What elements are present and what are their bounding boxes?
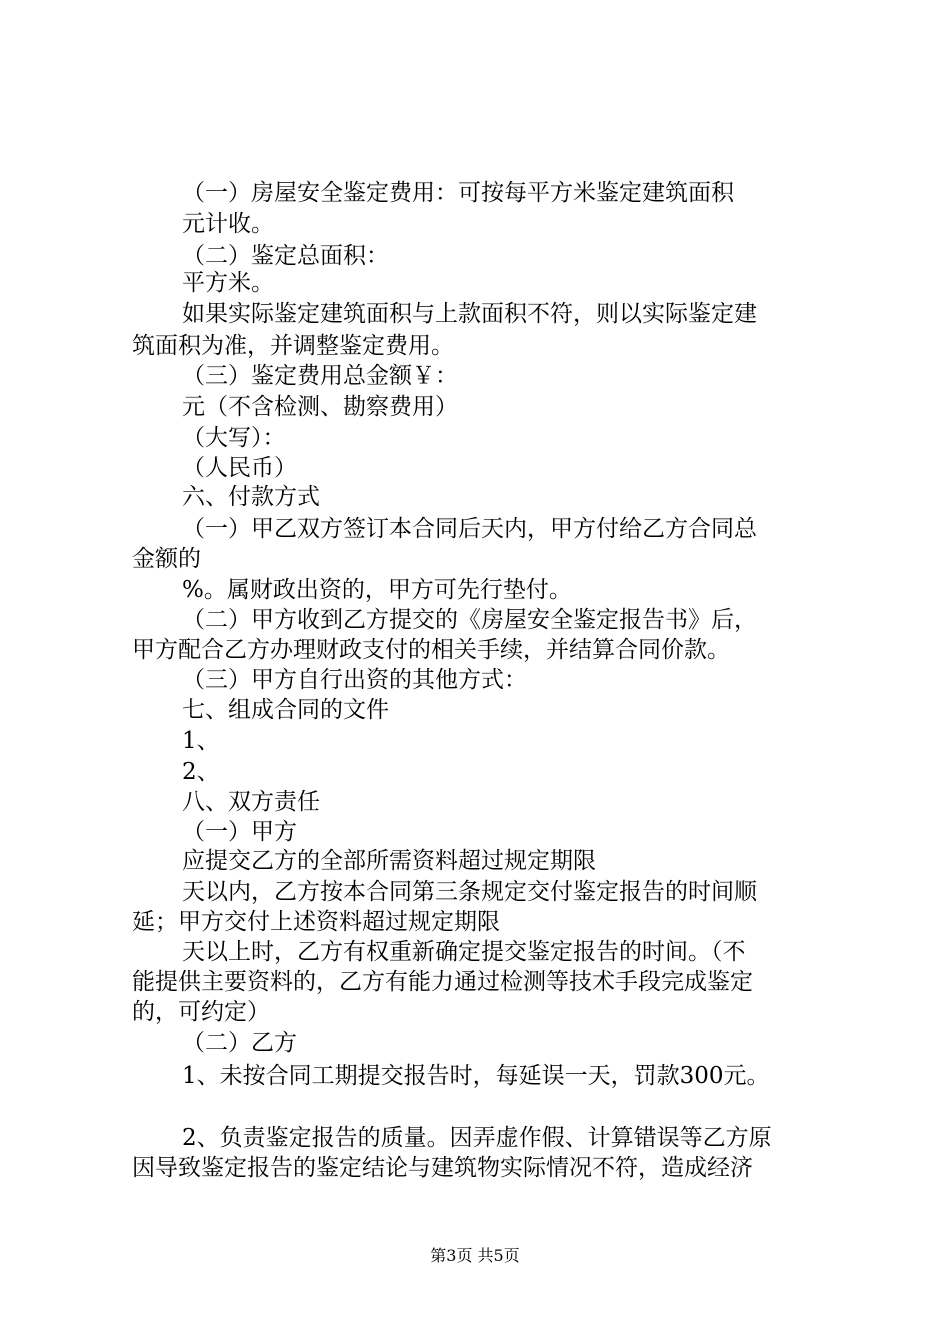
text-line: 延；甲方交付上述资料超过规定期限 [132, 909, 500, 935]
text-line: 1、未按合同工期提交报告时，每延误一天，罚款300元。 [182, 1063, 770, 1089]
section-heading: 八、双方责任 [182, 789, 320, 815]
section-heading: 七、组成合同的文件 [182, 697, 389, 723]
text-line: （人民币） [182, 455, 297, 481]
text-line: 天以上时，乙方有权重新确定提交鉴定报告的时间。（不 [182, 939, 746, 965]
text-line: （大写）： [182, 425, 286, 451]
text-line: （二）乙方 [182, 1030, 297, 1056]
text-line: 因导致鉴定报告的鉴定结论与建筑物实际情况不符，造成经济 [132, 1155, 753, 1181]
text-line: 甲方配合乙方办理财政支付的相关手续，并结算合同价款。 [132, 637, 730, 663]
text-line: （二）甲方收到乙方提交的《房屋安全鉴定报告书》后， [182, 607, 757, 633]
text-line: 天以内，乙方按本合同第三条规定交付鉴定报告的时间顺 [182, 879, 757, 905]
text-line: 平方米。 [182, 270, 274, 296]
text-line: %。属财政出资的，甲方可先行垫付。 [182, 577, 572, 603]
text-line: （三）甲方自行出资的其他方式： [182, 667, 527, 693]
text-line: 金额的 [132, 546, 201, 572]
text-line: 应提交乙方的全部所需资料超过规定期限 [182, 848, 596, 874]
text-line: 1、 [182, 728, 220, 754]
text-line: （一）房屋安全鉴定费用：可按每平方米鉴定建筑面积 [182, 180, 734, 206]
text-line: （三）鉴定费用总金额￥： [182, 363, 458, 389]
text-line: 的，可约定） [132, 999, 270, 1025]
text-line: （二）鉴定总面积： [182, 243, 389, 269]
text-line: 元（不含检测、勘察费用） [182, 394, 458, 420]
text-line: 2、负责鉴定报告的质量。因弄虚作假、计算错误等乙方原 [182, 1125, 772, 1151]
text-line: 筑面积为准，并调整鉴定费用。 [132, 333, 454, 359]
text-line: 如果实际鉴定建筑面积与上款面积不符，则以实际鉴定建 [182, 301, 757, 327]
text-line: 2、 [182, 759, 220, 785]
section-heading: 六、付款方式 [182, 484, 320, 510]
text-line: （一）甲方 [182, 819, 297, 845]
text-line: 元计收。 [182, 211, 274, 237]
text-line: 能提供主要资料的，乙方有能力通过检测等技术手段完成鉴定 [132, 969, 753, 995]
page-footer: 第3页 共5页 [430, 1246, 520, 1265]
text-line: （一）甲乙双方签订本合同后天内，甲方付给乙方合同总 [182, 516, 757, 542]
